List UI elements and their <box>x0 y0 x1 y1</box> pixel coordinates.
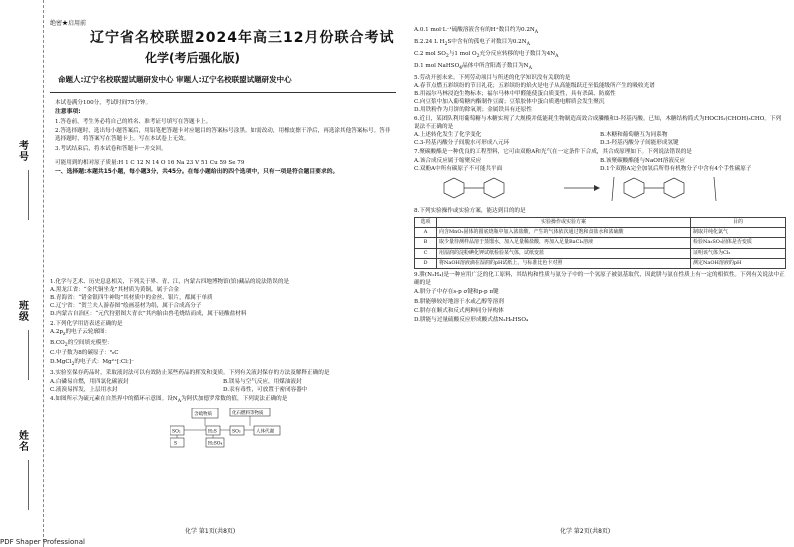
answer-option: B.木糖和葡萄糖互为同系物 <box>600 132 668 139</box>
answer-option: B.镁易与空气反应，用煤油液封 <box>223 378 302 385</box>
answer-option: A.白磷易自燃，用四氯化碳液封 <box>50 378 129 385</box>
question <box>50 320 396 369</box>
question-9 <box>414 271 786 324</box>
answer-option: C.肼存在顺式和反式两种同分异构体 <box>414 307 504 314</box>
right-questions <box>414 74 786 270</box>
question <box>414 207 786 215</box>
answer-option: A.上述转化发生了化学变化 <box>414 132 482 139</box>
table-cell: 检验Na₂SO₃固体是否变质 <box>691 238 786 248</box>
intro-text: 本试卷满分100分，考试时间75分钟。 <box>55 100 152 106</box>
label-name: 姓名 <box>16 430 28 452</box>
blank-line <box>28 460 29 510</box>
answer-option: C.中子数为8的碳原子：⁸₆C <box>50 350 119 357</box>
question <box>414 148 786 172</box>
left-column <box>50 278 396 448</box>
cycle-node: 人体代谢 <box>256 429 274 435</box>
label-class: 班级 <box>16 300 28 322</box>
answer-option: $B.CO_2$的空间填充模型： <box>50 339 113 348</box>
question-stem: 3.实验室保存药品时，采取液封法可以有效防止某些药品的挥发和变质。下列有关液封保存的方法及解释正确的是 <box>50 370 330 377</box>
header-divider <box>50 92 396 93</box>
table-cell: D <box>415 258 437 268</box>
authors-line: 命题人:辽宁名校联盟试题研发中心 审题人:辽宁名校联盟试题研发中心 <box>58 75 292 84</box>
subject-title: 化学(考后强化版) <box>145 51 240 65</box>
cycle-node: H₂SO₄ <box>208 441 223 447</box>
table-header: 选项 <box>415 217 437 227</box>
experiment-table <box>414 217 786 269</box>
question-stem: 1.化学与艺术、历史息息相关，下列关于界、青、江，内蒙古四地博物馆(馆)藏品的说法错误的是 <box>50 279 290 285</box>
answer-option: D.MgCl$_2$的电子式：Mg²⁺[:Cl:]⁻ <box>50 358 135 367</box>
question <box>50 278 396 319</box>
cycle-node: 含硫物质 <box>194 411 212 417</box>
answer-option: B.该聚碳酸酯能与NaOH溶液反应 <box>600 157 686 164</box>
answer-option: C.液溴易挥发，上层用水封 <box>50 386 118 393</box>
table-cell: C <box>415 248 437 258</box>
answer-option: D.3-羟基丙酸分子间能形成氢键 <box>600 140 679 147</box>
answer-option: C.双酚A中所有碳原子不可能共平面 <box>414 165 503 172</box>
answer-option: A.春节点燃五彩缤纷的节日礼花；五彩缤纷的焰火是电子从高能级跃迁至低能级所产生的吸收光谱 <box>414 82 655 89</box>
section-one-heading: 一、选择题:本题共15小题，每小题3分，共45分。在每小题给出的四个选项中，只有一项是符合题目要求的。 <box>55 168 339 175</box>
blank-line <box>28 170 29 220</box>
answer-option: C.3-羟基丙酸分子间脱水可形成八元环 <box>414 140 510 147</box>
question-stem: 5.劳动开创未来。下列劳动项目与所述的化学知识没有关联的是 <box>414 74 571 81</box>
note-item: 3.考试结束后，将本试卷和答题卡一并交回。 <box>55 145 167 152</box>
answer-option: B.肼能够较好地溶于水或乙醇等溶剂 <box>414 298 504 305</box>
polycarbonate-reaction-scheme <box>414 175 774 205</box>
table-header: 目的 <box>691 217 786 227</box>
binding-margin <box>0 0 44 547</box>
option-list <box>50 286 396 318</box>
answer-option: C.向豆浆中加入葡萄糖内酯制作豆腐；豆浆胶体中蛋白质遇电解质会发生聚沉 <box>414 98 605 105</box>
answer-option: B.青海省：“错金银四牛神钩”其材质中的金丝、银片，都属于单质 <box>50 295 213 302</box>
cycle-node: SO₂ <box>172 429 181 435</box>
question-stem: 4.如图所示为硫元素在自然界中的循环示意图。设$N_A$为阿伏加德罗常数的值，下列说法正确的是 <box>50 395 288 404</box>
blank-line <box>28 330 29 380</box>
label-exam-number: 考号 <box>16 140 28 162</box>
table-cell: A <box>415 228 437 238</box>
question <box>414 74 786 115</box>
q4-options <box>414 26 786 73</box>
table-row <box>415 258 786 268</box>
left-questions <box>50 278 396 406</box>
answer-option: A.0.1 mol·L⁻¹硫酸溶液含有的H⁺数目约为$0.2N_A$ <box>414 27 539 36</box>
table-row <box>415 228 786 238</box>
option-list <box>414 157 786 173</box>
answer-option: D.1个双酚A完全加氢后所得有机物分子中含有4个手性碳原子 <box>600 165 752 172</box>
question-stem: 2.下列化学用语表述正确的是 <box>50 320 123 327</box>
table-row <box>415 248 786 258</box>
right-column <box>414 26 786 325</box>
question <box>50 395 396 406</box>
pdf-watermark: PDF Shaper Professional <box>0 537 85 546</box>
question-stem: 8.下列实验操作或实验方案，能达到目的的是 <box>414 207 526 214</box>
cycle-node: 化石燃料等物质 <box>232 410 264 416</box>
notes-heading: 注意事项: <box>55 109 81 116</box>
option-list <box>50 328 396 369</box>
table-cell: 用湿润的淀粉碘化钾试纸检验某气体，试纸变蓝 <box>437 248 691 258</box>
table-cell: B <box>415 238 437 248</box>
option-list <box>414 131 786 147</box>
answer-option: D.内蒙古自治区：“元代狩猎图大青衣”其内胎由兽毛烧结而成，属于硅酸盐材料 <box>50 311 247 318</box>
answer-option: D.肼能与过量硫酸反应形成酸式盐N₂H₆HSO₄ <box>414 316 529 323</box>
option-list <box>50 378 396 394</box>
answer-option: C.辽宁省：“贺兰夫人游春图”绘画基材为绢，属于合成高分子 <box>50 303 202 310</box>
page-footer-right: 化学 第2页(共8页) <box>560 528 611 535</box>
page-footer-left: 化学 第1页(共8页) <box>185 528 236 535</box>
answer-option: $A.2p_z$的电子云轮廓图： <box>50 328 111 337</box>
cycle-node: SO₃ <box>232 429 241 435</box>
answer-option: A.黑龙江省：“金代铜坐龙”其材质为黄铜，属于合金 <box>50 287 180 294</box>
table-row <box>415 238 786 248</box>
table-cell: 制取并纯化氯气 <box>691 228 786 238</box>
option-list <box>414 82 786 114</box>
secret-mark: 绝密★启用前 <box>50 20 87 27</box>
cycle-node: S <box>174 441 178 447</box>
table-cell: 向含MnO₂固体的圆底烧瓶中加入浓盐酸，产生的气体依次通过饱和食盐水和浓硫酸 <box>437 228 691 238</box>
note-item: 1.答卷前，考生务必将自己的姓名、准考证号填写在答题卡上。 <box>55 118 212 125</box>
atomic-masses: 可能用到的相对原子质量:H 1 C 12 N 14 O 16 Na 23 V 51 Cu 59 Se 79 <box>55 159 245 166</box>
answer-option: C.2 mol $SO_2$与1 mol $O_2$充分反应转移的电子数目为$4N_A$ <box>414 50 559 59</box>
answer-option: D.汞有毒性，可放置于密闭容器中 <box>223 386 308 393</box>
answer-option: A.肼分子中存在s-p σ键和p-p π键 <box>414 289 499 296</box>
answer-option: A.该合成反应属于缩聚反应 <box>414 157 482 164</box>
table-header: 实验操作或实验方案 <box>437 217 691 227</box>
cycle-node: H₂S <box>208 429 217 435</box>
question <box>414 115 786 147</box>
question-stem: 7.聚碳酸酯是一种优良的工程塑料，它可由双酚A和光气在一定条件下合成，其合成原理如下。下列说法错误的是 <box>414 149 692 156</box>
answer-option: B.2.24 L $H_2S$中含有的孤电子对数目为$0.2N_A$ <box>414 38 530 47</box>
instructions <box>55 99 395 178</box>
table-cell: 取少量待测样品溶于蒸馏水，加入足量稀盐酸，再加入足量BaCl₂溶液 <box>437 238 691 248</box>
sulfur-cycle-diagram <box>170 408 310 448</box>
answer-option: D.用铁粉作为月饼的除氧剂；金属铁具有还原性 <box>414 106 532 113</box>
table-cell: 将NaOH溶液滴在湿润的pH试纸上，与标准比色卡对照 <box>437 258 691 268</box>
answer-option: D.1 mol NaHSO$_4$晶体中所含阳离子数目为$N_A$ <box>414 62 532 71</box>
exam-title: 辽宁省名校联盟2024年高三12月份联合考试 <box>90 30 395 46</box>
table-cell: 测定NaOH溶液的pH <box>691 258 786 268</box>
question-stem: 6.近日，某团队利用葡萄糖与木糖实现了大规模并低能耗生物制造高效合成膦酸和3-羟基丙酸。已知，木糖结构简式为HOCH₂(CHOH)₃CHO。下列说法不正确的是 <box>414 116 782 131</box>
note-item: 2.答选择题时，选出每小题答案后，用铅笔把答题卡对应题目的答案标号涂黑。如需改动，用橡皮擦干净后，再选涂其他答案标号。答非选择题时，将答案写在答题卡上。写在本试卷上无效。 <box>55 128 391 143</box>
question-stem: 9.肼(N₂H₄)是一种应用广泛的化工原料，其结构和性质与氨分子中的一个氢原子被氨基取代，因此肼与氨在性质上有一定的相似性。下列有关说法中正确的是 <box>414 272 785 287</box>
answer-option: B.用福尔马林浸泡生物标本；福尔马林中甲醛能使蛋白质变性，具有杀菌、防腐性 <box>414 90 616 97</box>
question <box>50 369 396 393</box>
table-cell: 证明该气体为Cl₂ <box>691 248 786 258</box>
